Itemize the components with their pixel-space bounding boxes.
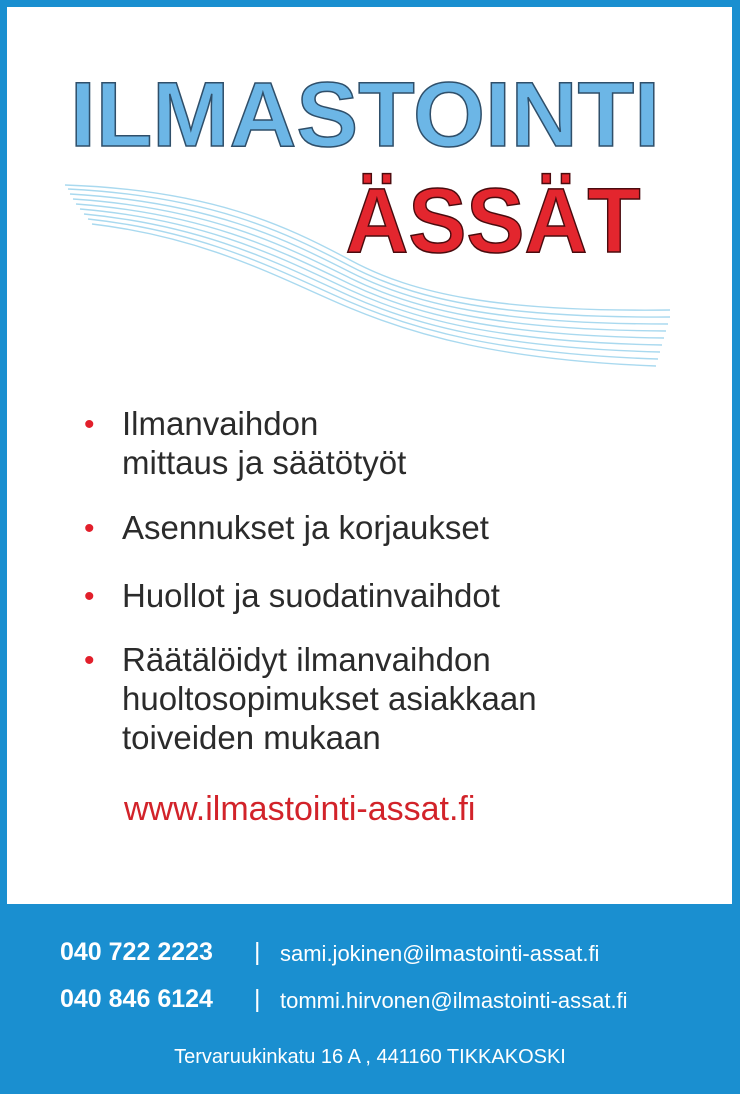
service-line: Räätälöidyt ilmanvaihdon — [122, 641, 491, 678]
service-line: Asennukset ja korjaukset — [122, 509, 489, 546]
phone-number[interactable]: 040 846 6124 — [60, 985, 213, 1013]
street-address: Tervaruukinkatu 16 A , 441160 TIKKAKOSKI — [174, 1046, 566, 1068]
email-address[interactable]: sami.jokinen@ilmastointi-assat.fi — [280, 941, 600, 966]
email-address[interactable]: tommi.hirvonen@ilmastointi-assat.fi — [280, 988, 628, 1013]
service-line: Huollot ja suodatinvaihdot — [122, 577, 500, 614]
logo-text-assat: ÄSSÄT — [345, 170, 641, 272]
service-line: mittaus ja säätötyöt — [122, 444, 407, 481]
service-line: Ilmanvaihdon — [122, 405, 319, 442]
bullet-icon: • — [84, 580, 95, 613]
service-line: toiveiden mukaan — [122, 719, 381, 756]
service-item-continued — [84, 718, 704, 757]
company-logo — [0, 0, 740, 400]
service-item — [84, 404, 704, 443]
service-line: huoltosopimukset asiakkaan — [122, 680, 537, 717]
phone-number[interactable]: 040 722 2223 — [60, 938, 213, 966]
separator: | — [254, 938, 261, 966]
website-link[interactable]: www.ilmastointi-assat.fi — [124, 790, 476, 828]
separator: | — [254, 985, 261, 1013]
bullet-icon: • — [84, 408, 95, 441]
bullet-icon: • — [84, 644, 95, 677]
bullet-icon: • — [84, 512, 95, 545]
service-item — [84, 508, 704, 547]
service-item — [84, 640, 704, 679]
service-item — [84, 576, 704, 615]
service-item-continued — [84, 443, 704, 482]
services-list — [84, 404, 704, 757]
logo-text-ilmastointi: ILMASTOINTI — [70, 64, 660, 166]
service-item-continued — [84, 679, 704, 718]
